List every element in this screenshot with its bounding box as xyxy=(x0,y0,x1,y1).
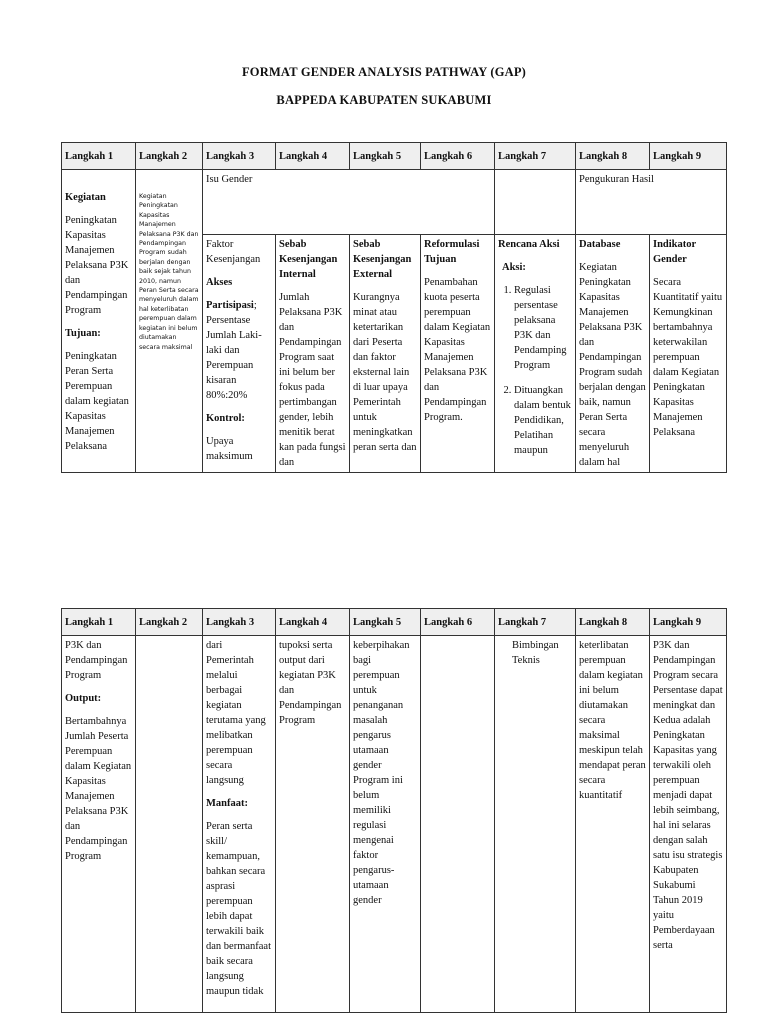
pengukuran-hasil-label: Pengukuran Hasil xyxy=(579,174,654,185)
sebab-internal-text: Jumlah Pelaksana P3K dan Pendampingan Program saat ini belum ber fokus pada pertimbangan gender, lebih menitik berat kan pada fungsi dan xyxy=(279,292,346,468)
cell-langkah-5: keberpihakan bagi perempuan untuk penanganan masalah pengarus utamaan gender Program ini belum memiliki regulasi mengenai faktor pengarus-utamaan gender xyxy=(350,636,421,1013)
tujuan-text: Peningkatan Peran Serta Perempuan dalam kegiatan Kapasitas Manajemen Pelaksana xyxy=(65,351,129,452)
header-langkah-9: Langkah 9 xyxy=(650,609,727,636)
cell-langkah-4 xyxy=(276,235,350,473)
cell-langkah-1 xyxy=(62,636,136,1013)
header-langkah-4: Langkah 4 xyxy=(276,143,350,170)
header-langkah-2: Langkah 2 xyxy=(136,609,203,636)
cell-langkah-9: P3K dan Pendampingan Program secara Persentase dapat meningkat dan Kedua adalah Peningkatan Kapasitas yang terwakili oleh perempuan menjadi dapat lebih seimbang, hal ini selaras dengan salah satu isu strategis Kabupaten Sukabumi Tahun 2019 yaitu Pemberdayaan serta xyxy=(650,636,727,1013)
cell-langkah-2 xyxy=(136,636,203,1013)
document-subtitle: BAPPEDA KABUPATEN SUKABUMI xyxy=(276,93,492,107)
cell-langkah-8 xyxy=(576,235,650,473)
aksi-label: Aksi: xyxy=(502,262,526,273)
kontrol-text: Upaya maksimum xyxy=(206,436,253,462)
kegiatan-text: Peningkatan Kapasitas Manajemen Pelaksana P3K dan Pendampingan Program xyxy=(65,215,129,316)
header-langkah-3: Langkah 3 xyxy=(203,609,276,636)
aksi-list xyxy=(498,283,572,458)
cell-langkah-6 xyxy=(421,636,495,1013)
header-langkah-1: Langkah 1 xyxy=(62,609,136,636)
empty-cell xyxy=(495,170,576,235)
header-langkah-9: Langkah 9 xyxy=(650,143,727,170)
header-langkah-4: Langkah 4 xyxy=(276,609,350,636)
reformulasi-text: Penambahan kuota peserta perempuan dalam Kegiatan Kapasitas Manajemen Pelaksana P3K dan Pendampingan Program. xyxy=(424,277,491,423)
reformulasi-header: Reformulasi Tujuan xyxy=(424,239,480,265)
cell-langkah-5 xyxy=(350,235,421,473)
partisipasi-text: Persentase Jumlah Laki-laki dan Perempuan kisaran 80%:20% xyxy=(206,315,262,401)
cell-langkah-7 xyxy=(495,636,576,1013)
header-row xyxy=(62,609,727,636)
isu-gender-cell xyxy=(203,170,495,235)
partisipasi-block: Partisipasi; Persentase Jumlah Laki-laki dan Perempuan kisaran 80%:20% xyxy=(206,300,262,401)
cell-langkah-4: tupoksi serta output dari kegiatan P3K dan Pendampingan Program xyxy=(276,636,350,1013)
indikator-text: Secara Kuantitatif yaitu Kemungkinan bertambahnya keterwakilan perempuan dalam Kegiatan Peningkatan Kapasitas Manajemen Pelaksana xyxy=(653,277,723,438)
aksi-item-2: 2. Dituangkan dalam bentuk Pendidikan, Pelatihan maupun xyxy=(514,383,572,458)
output-text: Bertambahnya Jumlah Peserta Perempuan dalam Kegiatan Kapasitas Manajemen Pelaksana P3K dan Pendampingan Program xyxy=(65,716,132,862)
header-langkah-7: Langkah 7 xyxy=(495,143,576,170)
header-langkah-3: Langkah 3 xyxy=(203,143,276,170)
header-langkah-6: Langkah 6 xyxy=(421,143,495,170)
manfaat-label: Manfaat: xyxy=(206,798,248,809)
database-text: Kegiatan Peningkatan Kapasitas Manajemen Pelaksana P3K dan Pendampingan Program sudah berjalan dengan baik, namun Peran Serta secara menyeluruh dalam hal xyxy=(579,262,646,468)
indikator-header: Indikator Gender xyxy=(653,239,696,265)
table-row xyxy=(62,636,727,1013)
sebab-internal-header: Sebab Kesenjangan Internal xyxy=(279,239,338,280)
cell-langkah-8: keterlibatan perempuan dalam kegiatan ini belum diutamakan secara maksimal meskipun telah mendapat peran secara kuantitatif xyxy=(576,636,650,1013)
table-row xyxy=(62,170,727,235)
header-langkah-1: Langkah 1 xyxy=(62,143,136,170)
output-label: Output: xyxy=(65,693,102,704)
kegiatan-label: Kegiatan xyxy=(65,192,106,203)
langkah-1-text: P3K dan Pendampingan Program xyxy=(65,640,128,681)
sebab-external-text: Kurangnya minat atau ketertarikan dari Peserta dan faktor eksternal lain di luar upaya Pemerintah untuk meningkatkan peran serta dan xyxy=(353,292,417,453)
cell-langkah-3 xyxy=(203,235,276,473)
database-header: Database xyxy=(579,239,621,250)
cell-langkah-1 xyxy=(62,170,136,473)
document-title: FORMAT GENDER ANALYSIS PATHWAY (GAP) xyxy=(241,65,527,79)
akses-label: Akses xyxy=(206,277,233,288)
isu-gender-label: Isu Gender xyxy=(206,174,253,185)
header-langkah-2: Langkah 2 xyxy=(136,143,203,170)
header-langkah-8: Langkah 8 xyxy=(576,143,650,170)
cell-langkah-9 xyxy=(650,235,727,473)
header-langkah-5: Langkah 5 xyxy=(350,609,421,636)
header-langkah-5: Langkah 5 xyxy=(350,143,421,170)
rencana-aksi-header: Rencana Aksi xyxy=(498,239,560,250)
faktor-label: Faktor Kesenjangan xyxy=(206,239,261,265)
pengukuran-hasil-cell xyxy=(576,170,727,235)
sebab-external-header: Sebab Kesenjangan External xyxy=(353,239,412,280)
header-langkah-7: Langkah 7 xyxy=(495,609,576,636)
header-langkah-8: Langkah 8 xyxy=(576,609,650,636)
manfaat-text: Peran serta skill/ kemampuan, bahkan secara asprasi perempuan lebih dapat terwakili baik dan bermanfaat baik secara langsung maupun tidak xyxy=(206,821,272,997)
header-row xyxy=(62,143,727,170)
aksi-item-1: 1. Regulasi persentase pelaksana P3K dan Pendamping Program xyxy=(514,283,572,373)
header-langkah-6: Langkah 6 xyxy=(421,609,495,636)
cell-langkah-7 xyxy=(495,235,576,473)
gap-table-page-2 xyxy=(61,608,727,1013)
langkah-7-text: Bimbingan Teknis xyxy=(512,640,559,666)
langkah-2-text: Kegiatan Peningkatan Kapasitas Manajemen Pelaksana P3K dan Pendampingan Program sudah berjalan dengan baik sejak tahun 2010, namun Peran Serta secara menyeluruh dalam hal keterlibatan perempuan dalam kegiatan ini belum diutamakan secara maksimal xyxy=(139,193,199,351)
langkah-3-text: dari Pemerintah melalui berbagai kegiatan terutama yang melibatkan perempuan secara langsung xyxy=(206,640,266,786)
tujuan-label: Tujuan: xyxy=(65,328,101,339)
cell-langkah-2 xyxy=(136,170,203,473)
partisipasi-label: Partisipasi xyxy=(206,300,254,311)
cell-langkah-3 xyxy=(203,636,276,1013)
gap-table-page-1 xyxy=(61,142,727,473)
cell-langkah-6 xyxy=(421,235,495,473)
kontrol-label: Kontrol: xyxy=(206,413,245,424)
